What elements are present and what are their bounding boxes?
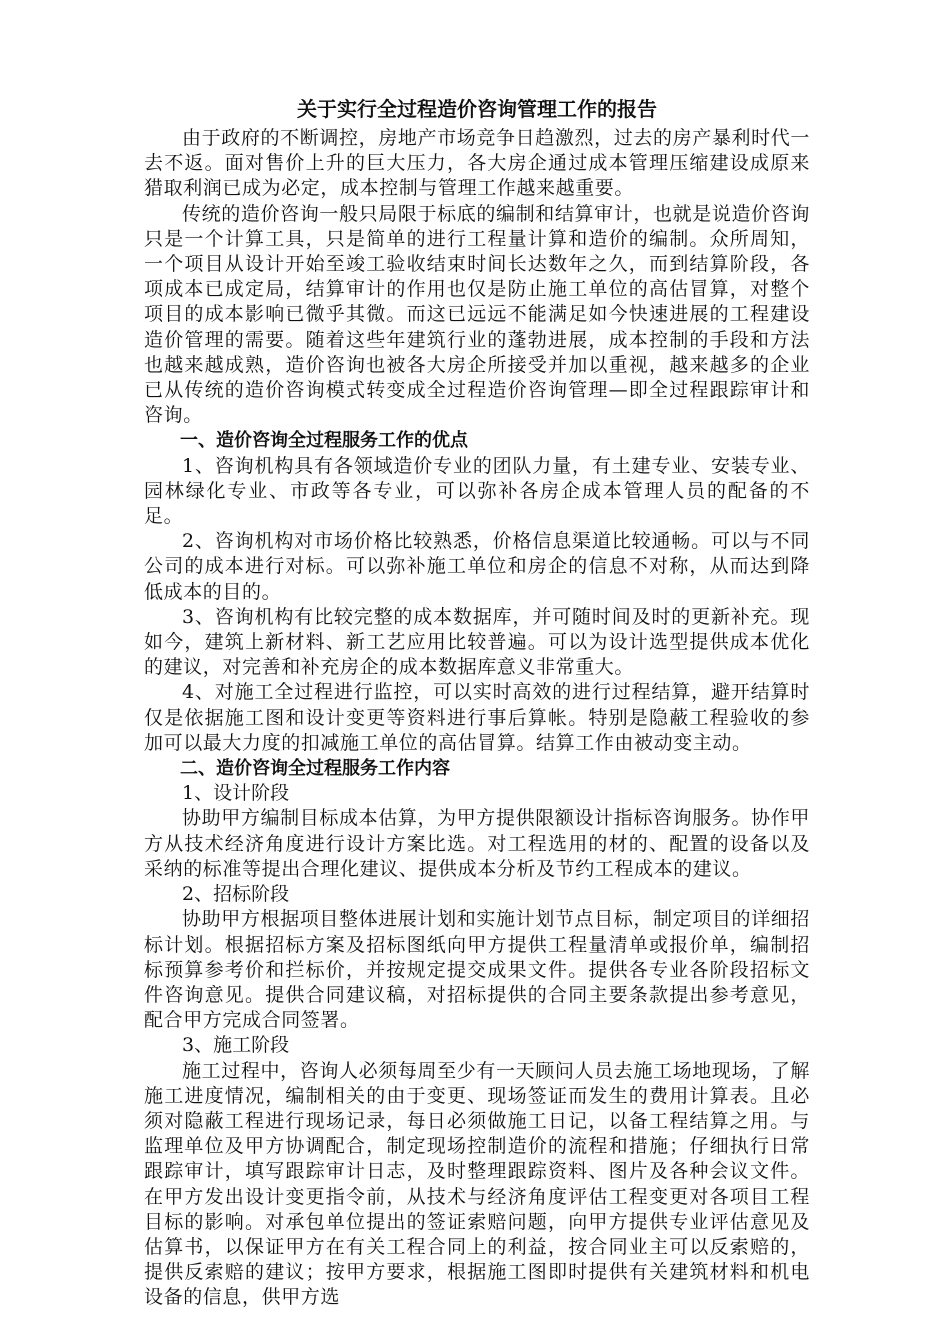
advantage-item-2: 2、咨询机构对市场价格比较熟悉，价格信息渠道比较通畅。可以与不同公司的成本进行对标。可以弥补施工单位和房企的信息不对称，从而达到降低成本的目的。	[144, 530, 810, 603]
section-1-heading: 一、造价咨询全过程服务工作的优点	[180, 430, 468, 452]
intro-paragraph-1: 由于政府的不断调控，房地产市场竞争日趋激烈，过去的房产暴利时代一去不返。面对售价上升的巨大压力，各大房企通过成本管理压缩建设成原来猎取利润已成为必定，成本控制与管理工作越来越重要。	[144, 127, 810, 200]
document-page	[144, 92, 810, 1311]
bidding-stage-text: 协助甲方根据项目整体进展计划和实施计划节点目标，制定项目的详细招标计划。根据招标方案及招标图纸向甲方提供工程量清单或报价单，编制招标预算参考价和拦标价，并按规定提交成果文件。提供各专业各阶段招标文件咨询意见。提供合同建议稿，对招标提供的合同主要条款提出参考意见，配合甲方完成合同签署。	[144, 908, 810, 1032]
intro-paragraph-2: 传统的造价咨询一般只局限于标底的编制和结算审计，也就是说造价咨询只是一个计算工具，只是简单的进行工程量计算和造价的编制。众所周知，一个项目从设计开始至竣工验收结束时间长达数年之久，而到结算阶段，各项成本已成定局，结算审计的作用也仅是防止施工单位的高估冒算，对整个项目的成本影响已微乎其微。而这已远远不能满足如今快速进展的工程建设造价管理的需要。随着这些年建筑行业的蓬勃进展，成本控制的手段和方法也越来越成熟，造价咨询也被各大房企所接受并加以重视，越来越多的企业已从传统的造价咨询模式转变成全过程造价咨询管理—即全过程跟踪审计和咨询。	[144, 202, 810, 427]
bidding-stage-title: 2、招标阶段	[182, 883, 290, 906]
advantage-item-1: 1、咨询机构具有各领域造价专业的团队力量，有土建专业、安装专业、园林绿化专业、市政等各专业，可以弥补各房企成本管理人员的配备的不足。	[144, 454, 810, 528]
design-stage-text: 协助甲方编制目标成本估算，为甲方提供限额设计指标咨询服务。协作甲方从技术经济角度进行设计方案比选。对工程选用的材的、配置的设备以及采纳的标准等提出合理化建议、提供成本分析及节约工程成本的建议。	[144, 807, 810, 880]
advantage-item-3: 3、咨询机构有比较完整的成本数据库，并可随时间及时的更新补充。现如今，建筑上新材料、新工艺应用比较普遍。可以为设计选型提供成本优化的建议，对完善和补充房企的成本数据库意义非常重大。	[144, 605, 810, 679]
section-2-heading: 二、造价咨询全过程服务工作内容	[180, 758, 450, 780]
construction-stage-title: 3、施工阶段	[182, 1034, 290, 1057]
construction-stage-text: 施工过程中，咨询人必须每周至少有一天顾问人员去施工场地现场，了解施工进度情况，编制相关的由于变更、现场签证而发生的费用计算表。且必须对隐蔽工程进行现场记录，每日必须做施工日记，以备工程结算之用。与监理单位及甲方协调配合，制定现场控制造价的流程和措施；仔细执行日常跟踪审计，填写跟踪审计日志，及时整理跟踪资料、图片及各种会议文件。在甲方发出设计变更指令前，从技术与经济角度评估工程变更对各项目工程目标的影响。对承包单位提出的签证索赔问题，向甲方提供专业评估意见及估算书，以保证甲方在有关工程合同上的利益，按合同业主可以反索赔的，提供反索赔的建议；按甲方要求，根据施工图即时提供有关建筑材料和机电设备的信息，供甲方选	[144, 1059, 810, 1309]
advantage-item-4: 4、对施工全过程进行监控，可以实时高效的进行过程结算，避开结算时仅是依据施工图和设计变更等资料进行事后算帐。特别是隐蔽工程验收的参加可以最大力度的扣减施工单位的高估冒算。结算工作由被动变主动。	[144, 681, 810, 754]
document-title: 关于实行全过程造价咨询管理工作的报告	[297, 97, 657, 121]
design-stage-title: 1、设计阶段	[182, 782, 290, 805]
